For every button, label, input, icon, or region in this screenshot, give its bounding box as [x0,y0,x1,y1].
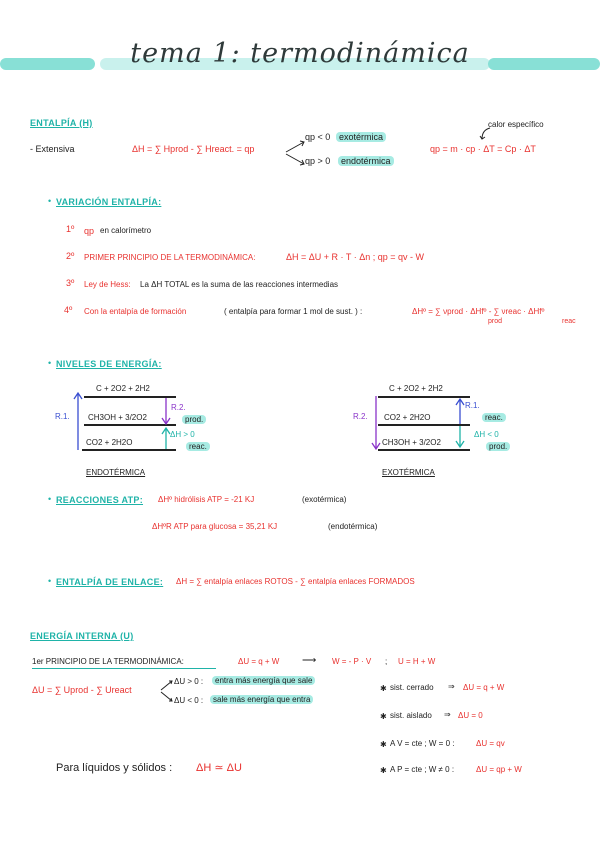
right-r2-label: R.2. [353,412,368,421]
du-negative: ΔU < 0 : [174,696,204,705]
atp-line2-note: (endotérmica) [328,522,378,531]
calor-especifico-label: calor específico [488,120,544,129]
left-r1-arrow [73,390,83,452]
liquidos-value: ΔH ≃ ΔU [196,762,242,774]
sub-reac: reac [562,318,576,325]
item3-hess: Ley de Hess: [84,280,131,289]
bullet-icon: • [48,358,52,368]
sub-prod: prod [488,318,503,325]
du-branch-arrows [160,678,174,704]
right-reac-label: reac. [482,413,506,422]
item3-num: 3º [66,278,75,288]
right-middle-species: CO2 + 2H2O [384,413,431,422]
item4-formacion: Con la entalpía de formación [84,307,187,316]
left-reac-label: reac. [186,442,210,451]
case4-bullet: ✱ [380,766,387,775]
left-top-species: C + 2O2 + 2H2 [96,384,150,393]
principio-underline [32,668,216,669]
case1-value: ΔU = q + W [463,683,505,692]
left-r2-arrow [161,396,171,428]
interna-eq1: ΔU = q + W [238,657,280,666]
enlace-heading: ENTALPÍA DE ENLACE: [56,577,164,587]
case2-value: ΔU = 0 [458,711,483,720]
du-formula: ΔU = ∑ Uprod - ∑ Ureact [32,685,132,695]
qp-negative: qp < 0 [305,132,331,142]
case4-value: ΔU = qp + W [476,765,522,774]
exotermica-label: exotérmica [336,132,386,142]
right-dh-label: ΔH < 0 [474,430,499,439]
item1-qp: qp [84,226,95,236]
extensiva-label: - Extensiva [30,144,75,154]
atp-line1: ΔHº hidrólisis ATP = -21 KJ [158,495,255,504]
item4-formula: ΔHº = ∑ νprod · ΔHfº - ∑ νreac · ΔHfº [412,307,545,316]
case3-value: ΔU = qv [476,739,505,748]
bullet-icon: • [48,196,52,206]
calor-arrow [478,126,494,142]
left-middle-species: CH3OH + 3/2O2 [88,413,147,422]
enlace-formula: ΔH = ∑ entalpía enlaces ROTOS - ∑ entalpía enlaces FORMADOS [176,577,415,586]
item4-note: ( entalpía para formar 1 mol de sust. ) : [224,307,363,316]
right-r1-label: R.1. [465,401,480,410]
case3-bullet: ✱ [380,740,387,749]
right-r2-arrow [371,394,381,452]
atp-heading: REACCIONES ATP: [56,495,144,505]
qp-positive: qp > 0 [305,156,331,166]
interna-principio: 1er PRINCIPIO DE LA TERMODINÁMICA: [32,657,184,666]
item2-num: 2º [66,251,75,261]
case2-label: sist. aislado [390,711,432,720]
atp-line1-note: (exotérmica) [302,495,347,504]
atp-line2: ΔHºR ATP para glucosa = 35,21 KJ [152,522,278,531]
right-dh-arrow [455,424,465,450]
arrow-icon: ⇒ [444,710,451,719]
variacion-heading: VARIACIÓN ENTALPÍA: [56,197,162,207]
qp-formula: qp = m · cp · ΔT = Cp · ΔT [430,144,536,154]
item1-num: 1º [66,224,75,234]
du-negative-text: sale más energía que entra [210,695,313,704]
entalpia-formula: ΔH = ∑ Hprod - ∑ Hreact. = qp [132,144,255,154]
left-diagram-label: ENDOTÉRMICA [86,468,146,477]
case4-label: A P = cte ; W ≠ 0 : [390,765,455,774]
case2-bullet: ✱ [380,712,387,721]
entalpia-heading: ENTALPÍA (H) [30,118,93,128]
case1-label: sist. cerrado [390,683,434,692]
item4-num: 4º [64,305,73,315]
left-dh-label: ΔH > 0 [170,430,195,439]
case1-bullet: ✱ [380,684,387,693]
niveles-heading: NIVELES DE ENERGÍA: [56,359,162,369]
item2-formula: ΔH = ΔU + R · T · Δn ; qp = qv - W [286,252,424,262]
interna-eq3: U = H + W [398,657,436,666]
right-prod-label: prod. [486,442,510,451]
left-r2-label: R.2. [171,403,186,412]
interna-heading: ENERGÍA INTERNA (U) [30,631,134,641]
left-bottom-species: CO2 + 2H2O [86,438,133,447]
page-title: tema 1: termodinámica [130,38,470,69]
item2-principio: PRIMER PRINCIPIO DE LA TERMODINÁMICA: [84,253,256,262]
left-prod-label: prod. [182,415,206,424]
liquidos-label: Para líquidos y sólidos : [56,762,173,774]
bullet-icon: • [48,494,52,504]
item1-text: en calorímetro [100,226,152,235]
separator: ; [385,657,388,666]
du-positive: ΔU > 0 : [174,677,204,686]
right-top-species: C + 2O2 + 2H2 [389,384,443,393]
arrow-icon: ⇒ [448,682,455,691]
arrow-icon: ⟶ [302,655,317,666]
item3-text: La ΔH TOTAL es la suma de las reacciones intermedias [140,280,339,289]
right-diagram-label: EXOTÉRMICA [382,468,435,477]
left-r1-label: R.1. [55,412,70,421]
du-positive-text: entra más energía que sale [212,676,315,685]
right-bottom-species: CH3OH + 3/2O2 [382,438,441,447]
endotermica-label: endotérmica [338,156,394,166]
case3-label: A V = cte ; W = 0 : [390,739,455,748]
interna-eq2: W = - P · V [332,657,372,666]
bullet-icon: • [48,576,52,586]
